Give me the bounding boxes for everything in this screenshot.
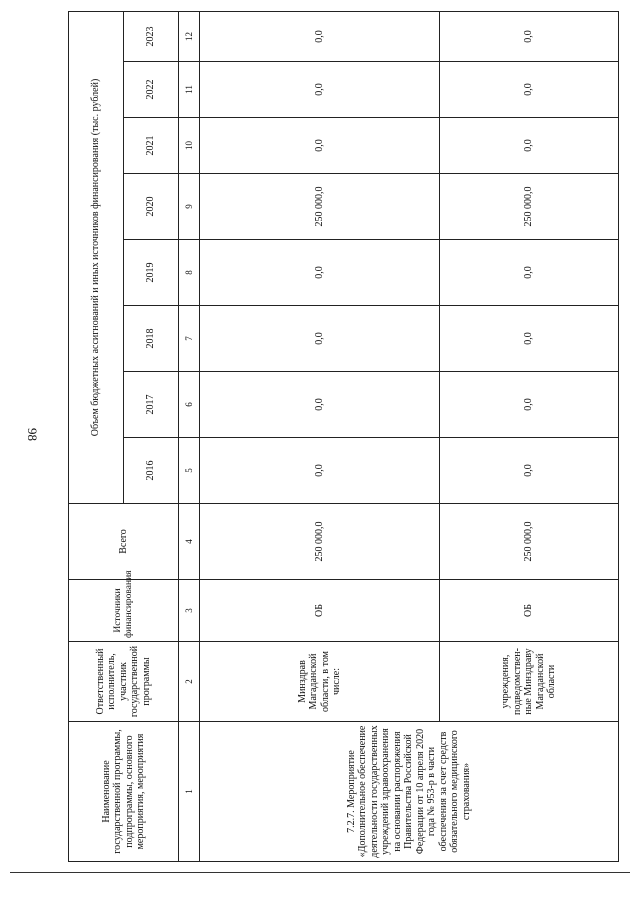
col-number: 6: [179, 372, 200, 438]
total-cell: 250 000,0: [200, 504, 440, 580]
year-value: 0,0: [200, 118, 440, 174]
col-number: 1: [179, 722, 200, 862]
year-value: 0,0: [200, 438, 440, 504]
source-cell: ОБ: [200, 580, 440, 642]
header-year-2018: 2018: [124, 306, 179, 372]
col-number: 12: [179, 11, 200, 61]
header-year-2019: 2019: [124, 240, 179, 306]
responsible-cell: Минздрав Магаданской области, в том числе:: [200, 642, 440, 722]
header-year-2021: 2021: [124, 118, 179, 174]
header-row-1: [69, 11, 124, 861]
year-value: 0,0: [200, 62, 440, 118]
header-source: Источники финансирования: [69, 580, 179, 642]
year-value: 0,0: [200, 372, 440, 438]
col-number: 3: [179, 580, 200, 642]
col-number: 10: [179, 118, 200, 174]
table-row: [200, 11, 440, 861]
year-value: 0,0: [440, 438, 619, 504]
header-year-2016: 2016: [124, 438, 179, 504]
header-total: Всего: [69, 504, 179, 580]
total-cell: 250 000,0: [440, 504, 619, 580]
year-value: 0,0: [440, 240, 619, 306]
year-value: 0,0: [200, 306, 440, 372]
year-value: 250 000,0: [440, 174, 619, 240]
header-name: Наименование государственной программы, подпрограммы, основного мероприятия, мероприятия: [69, 722, 179, 862]
source-cell: ОБ: [440, 580, 619, 642]
col-number: 9: [179, 174, 200, 240]
year-value: 0,0: [440, 118, 619, 174]
page-number: 98: [25, 428, 40, 441]
measure-name: 7.2.7. Мероприятие «Дополнительное обеспечение деятельности государственных учреждений здравоохранения на основании распоряжения Правительства Российской Федерации от 10 апреля 2020 года № 953-р в части обеспечения за счет средств обязательного медицинского страхования»: [200, 722, 619, 862]
col-number: 8: [179, 240, 200, 306]
year-value: 0,0: [440, 11, 619, 61]
year-value: 250 000,0: [200, 174, 440, 240]
header-volume: Объем бюджетных ассигнований и иных источников финансирования (тыс. рублей): [69, 11, 124, 503]
year-value: 0,0: [440, 62, 619, 118]
year-value: 0,0: [440, 372, 619, 438]
column-number-row: [179, 11, 200, 861]
footer-divider: [10, 872, 630, 873]
header-year-2023: 2023: [124, 11, 179, 61]
responsible-cell: учреждения, подведомствен-ные Минздраву Магаданской области: [440, 642, 619, 722]
col-number: 2: [179, 642, 200, 722]
col-number: 7: [179, 306, 200, 372]
header-responsible: Ответственный исполнитель, участник государственной программы: [69, 642, 179, 722]
col-number: 5: [179, 438, 200, 504]
header-year-2020: 2020: [124, 174, 179, 240]
col-number: 4: [179, 504, 200, 580]
budget-table: [68, 11, 619, 862]
col-number: 11: [179, 62, 200, 118]
header-year-2022: 2022: [124, 62, 179, 118]
header-year-2017: 2017: [124, 372, 179, 438]
budget-table-rotated: [68, 12, 613, 862]
year-value: 0,0: [440, 306, 619, 372]
year-value: 0,0: [200, 240, 440, 306]
year-value: 0,0: [200, 11, 440, 61]
